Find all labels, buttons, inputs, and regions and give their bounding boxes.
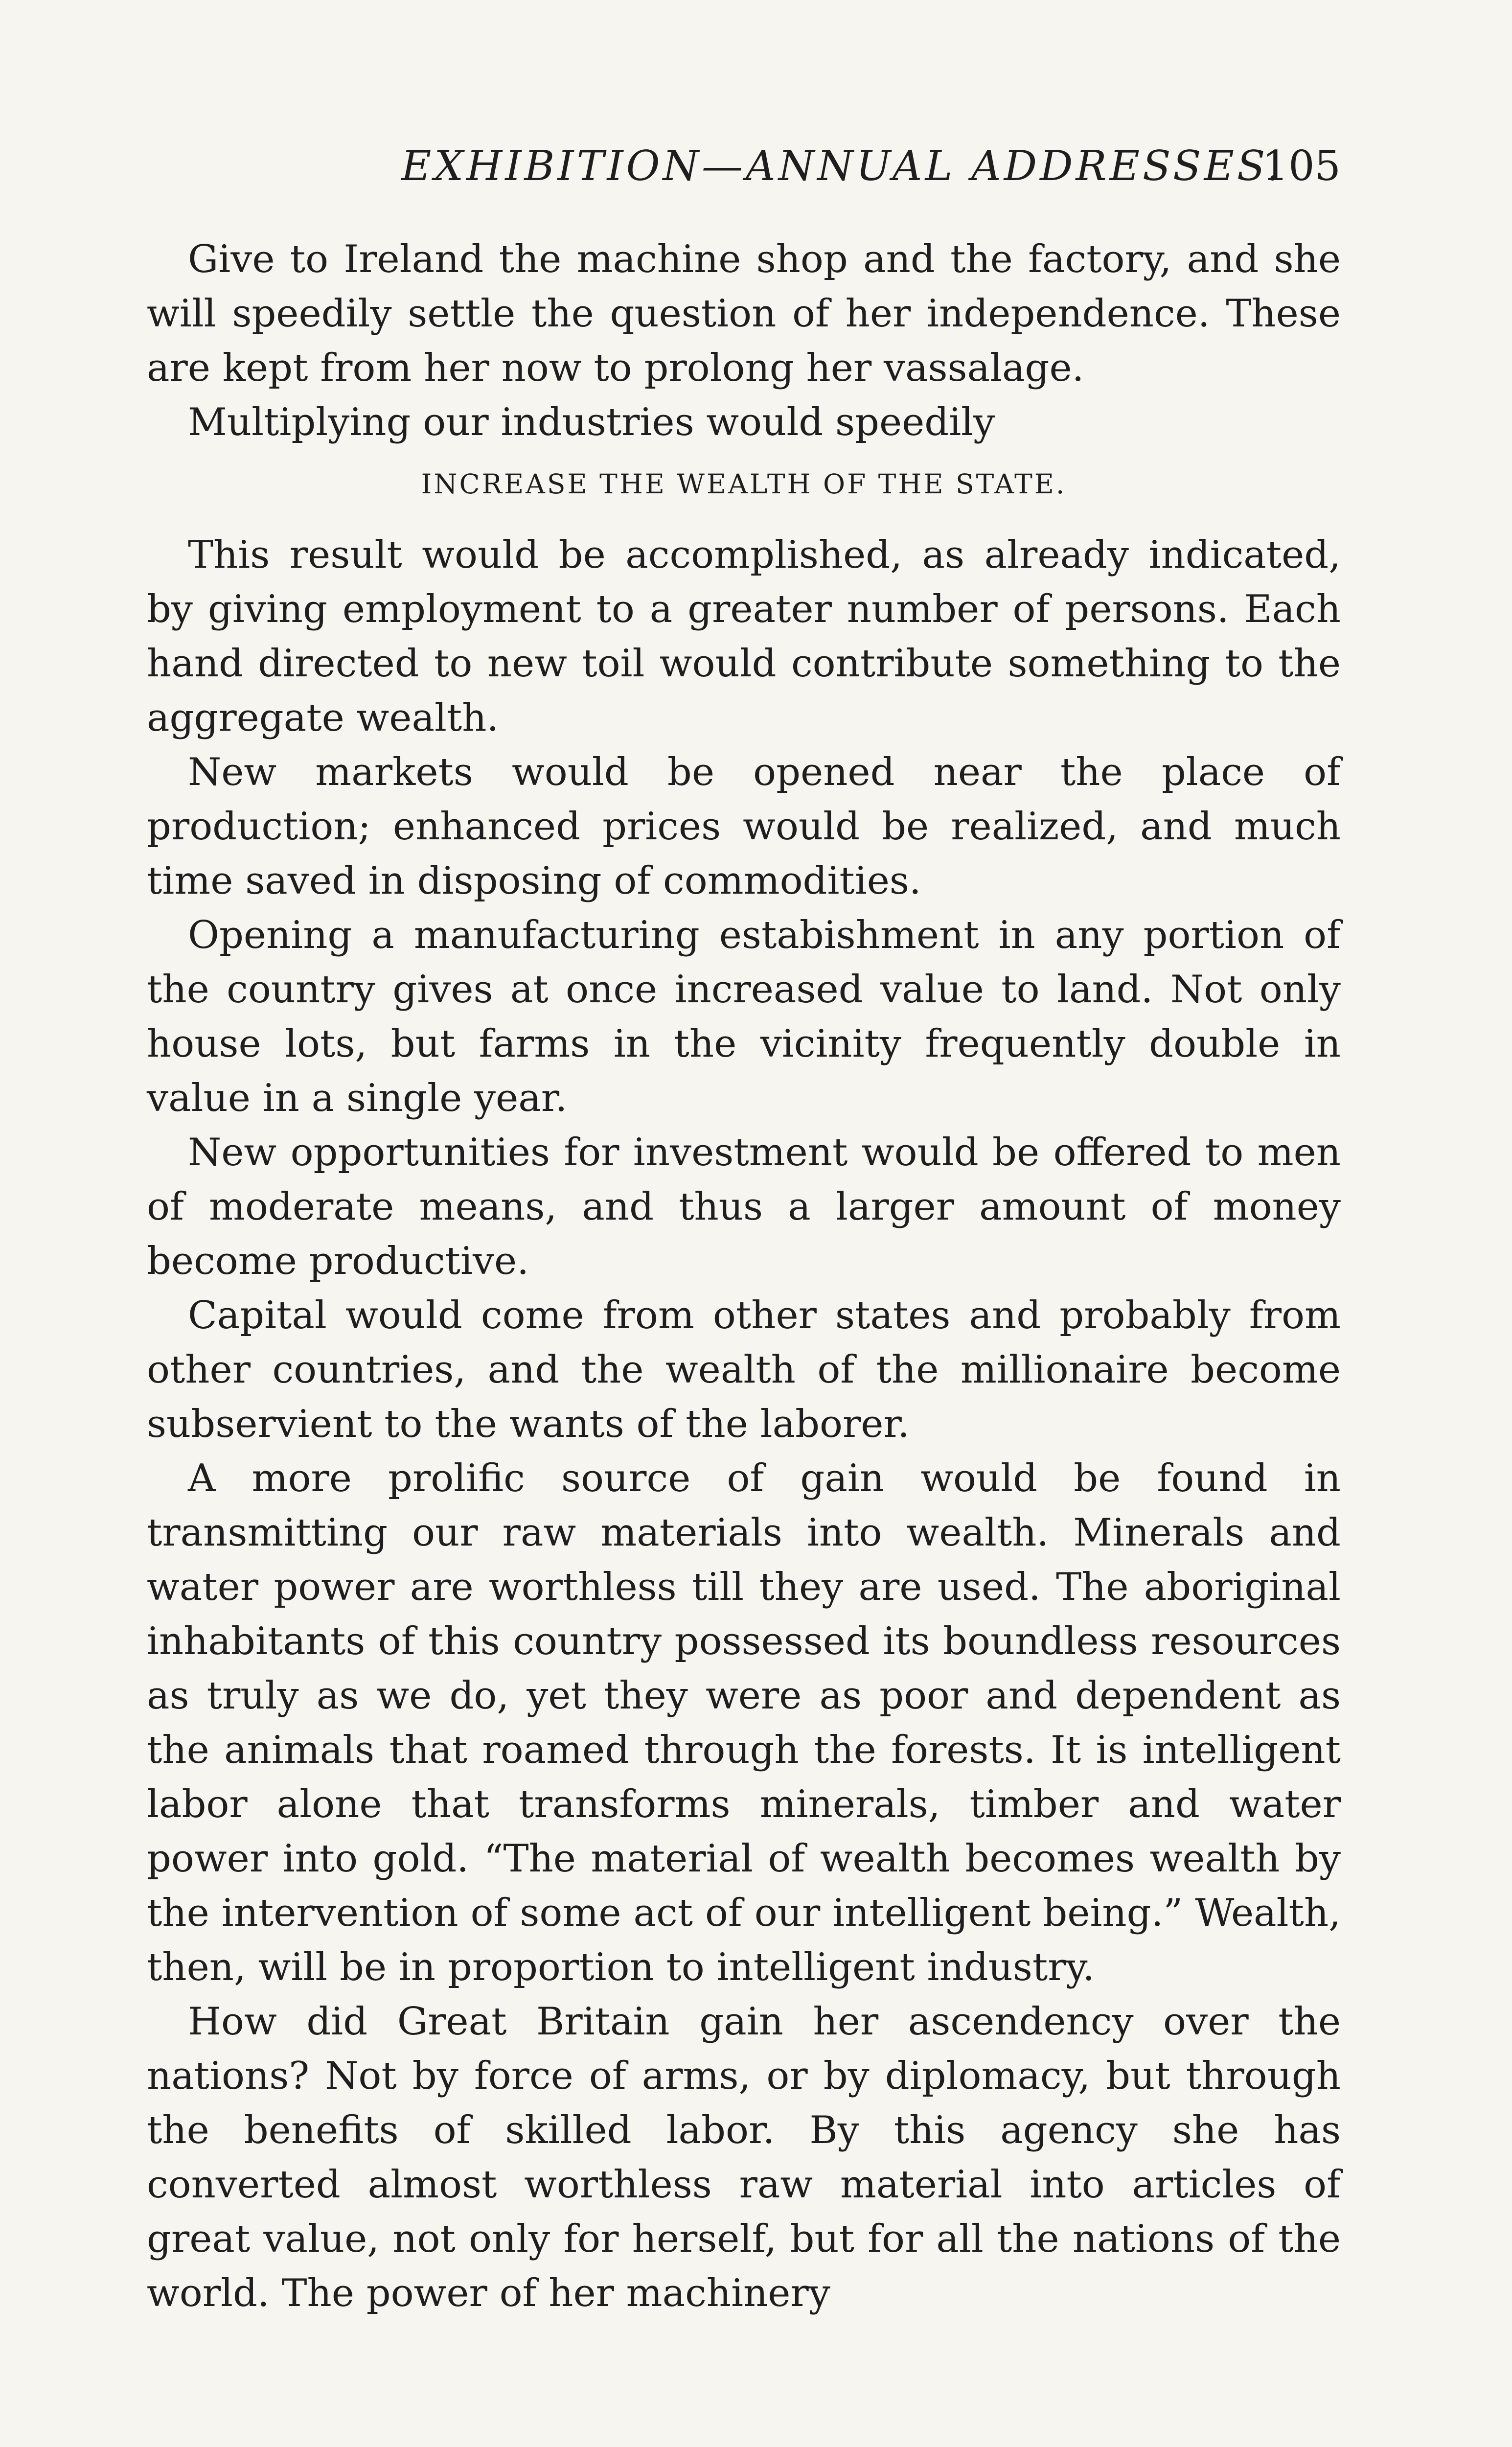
paragraph: This result would be accomplished, as already indicated, by giving employment to a greater number of persons. Each hand directed to new toil would contribute something to the aggregate wealth.: [147, 533, 1341, 740]
paragraph: New opportunities for investment would be offered to men of moderate means, and thus a larger amount of money become productive.: [147, 1131, 1341, 1283]
paragraph: A more prolific source of gain would be found in transmitting our raw materials into wealth. Minerals and water power are worthless till they are used. The aboriginal inhabitants of this country possessed its boundless resources as truly as we do, yet they were as poor and dependent as the animals that roamed through the forests. It is intelligent labor alone that transforms minerals, timber and water power into gold. “The material of wealth becomes wealth by the intervention of some act of our intelligent being.” Wealth, then, will be in proportion to intelligent industry.: [147, 1456, 1341, 1989]
paragraph: Multiplying our industries would speedily: [188, 400, 995, 444]
paragraph: New markets would be opened near the place of production; enhanced prices would be realized, and much time saved in disposing of commodities.: [147, 750, 1341, 903]
paragraph: Opening a manufacturing estabishment in any portion of the country gives at once increased value to land. Not only house lots, but farms in the vicinity frequently double in value in a single year.: [147, 913, 1341, 1120]
book-page: [147, 142, 1341, 2374]
body-text: [147, 232, 1341, 2321]
paragraph: Give to Ireland the machine shop and the factory, and she will speedily settle the question of her independence. These are kept from her now to prolong her vassalage.: [147, 237, 1341, 390]
paragraph: How did Great Britain gain her ascendency over the nations? Not by force of arms, or by diplomacy, but through the benefits of skilled labor. By this agency she has converted almost worthless raw material into articles of great value, not only for herself, but for all the nations of the world. The power of her machinery: [147, 2000, 1341, 2315]
section-heading: INCREASE THE WEALTH OF THE STATE.: [421, 468, 1067, 500]
running-title: EXHIBITION—ANNUAL ADDRESSES.: [401, 142, 1283, 190]
paragraph: Capital would come from other states and probably from other countries, and the wealth of the millionaire become subservient to the wants of the laborer.: [147, 1293, 1341, 1446]
running-head: [147, 142, 1341, 206]
page-number: 105: [1262, 142, 1341, 190]
